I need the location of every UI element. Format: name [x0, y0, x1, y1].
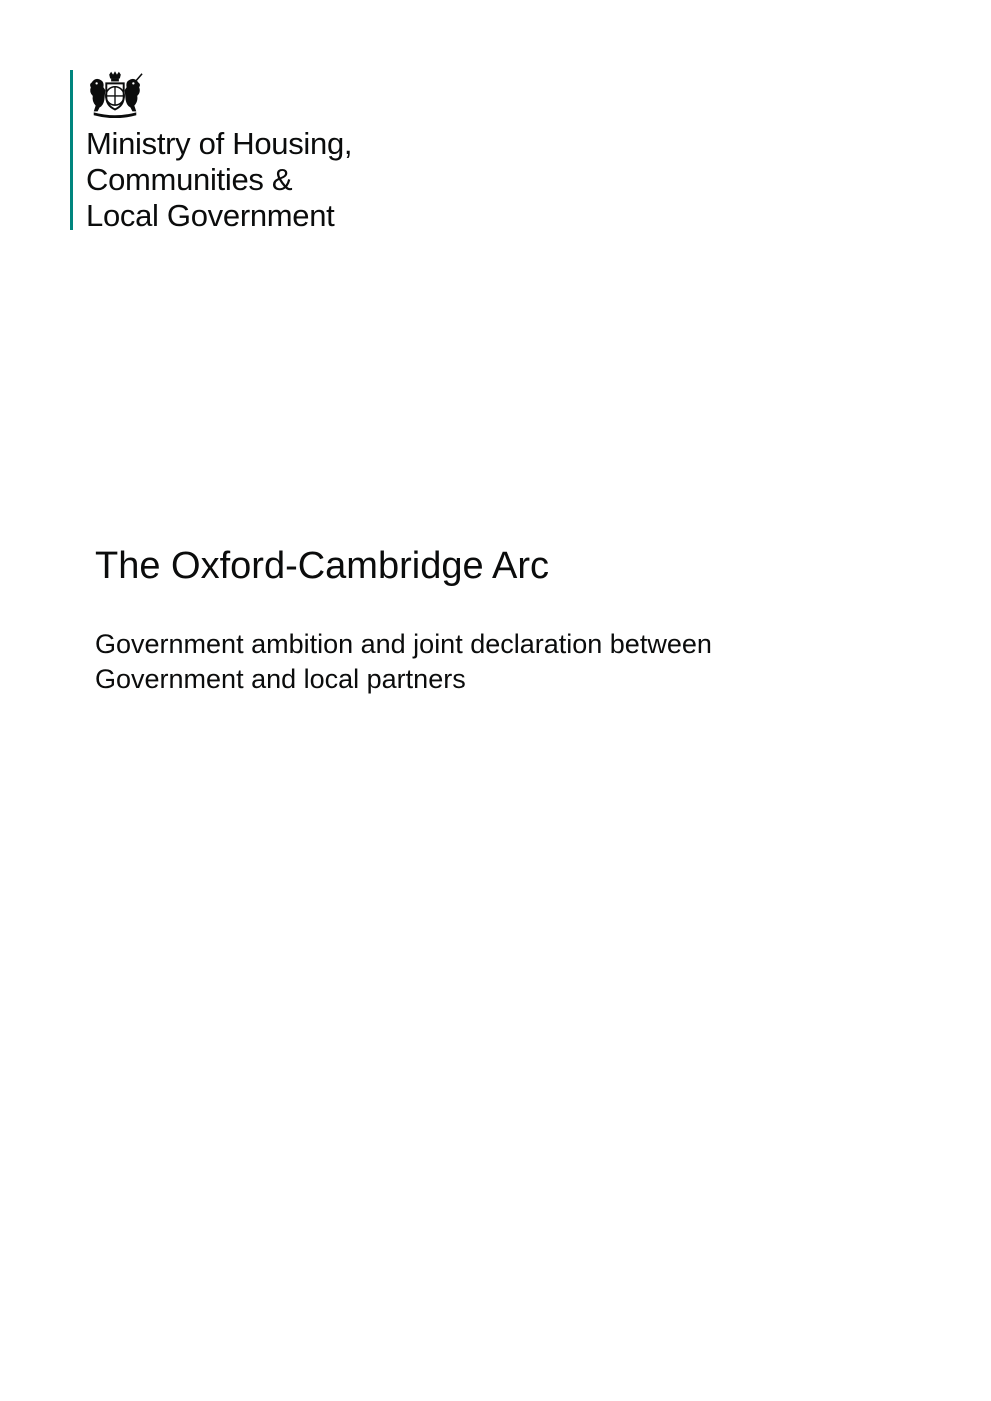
org-name-line-3: Local Government [86, 198, 335, 233]
org-name-line-2: Communities & [86, 162, 293, 197]
document-subtitle [95, 627, 855, 697]
document-title: The Oxford-Cambridge Arc [95, 545, 550, 587]
org-name-line-1: Ministry of Housing, [86, 126, 353, 161]
department-logo [70, 70, 353, 233]
subtitle-line-1: Government ambition and joint declaration between [95, 629, 712, 659]
royal-coat-of-arms-icon [86, 70, 144, 118]
subtitle-line-2: Government and local partners [95, 664, 466, 694]
